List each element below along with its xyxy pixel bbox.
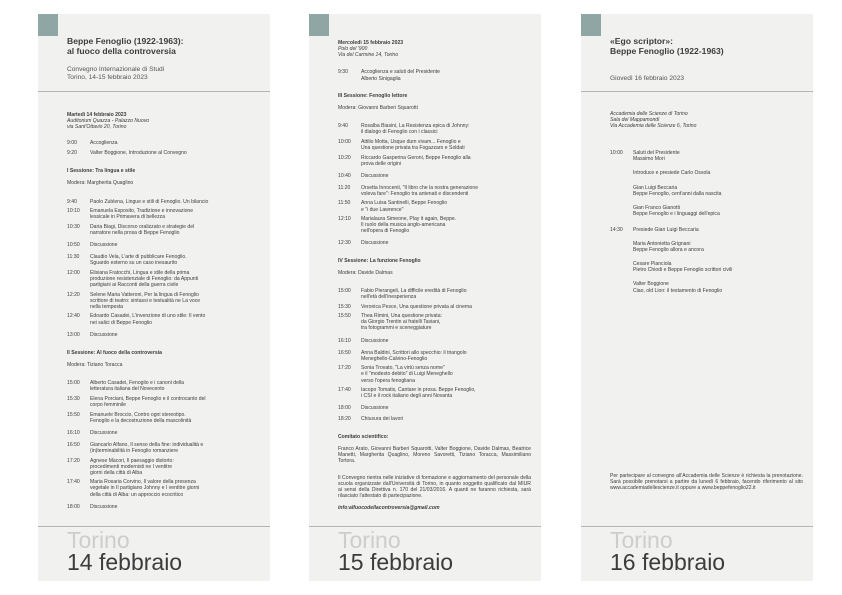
entry-time: 14:30 [610,226,623,233]
entry-time: 16:50 [67,441,80,448]
entry-time: 17:40 [67,479,80,486]
page-subtitle: Giovedì 16 febbraio 2023 [610,75,685,82]
entry-time: 16:10 [338,337,351,344]
schedule-entry [338,338,531,344]
schedule-entry [338,200,531,212]
booking-note: Per partecipare al convegno all'Accademia delle Scienze è richiesta la prenotazione. Sarà possibile prenotarsi a partire da lunedì 6 febbraio, facendo riferimento al sito www.accademiadellescienze.it oppure a www.beppefenoglio22.it [610,473,803,492]
divider [38,91,270,92]
entry-text: Elena Porciani, Beppe Fenoglio e il controcanto del corpo femminile [90,395,206,408]
entry-time: 15:30 [67,395,80,402]
entry-text: Claudio Vela, L'arte di pubblicare Fenoglio. Sguardo esterno su un caso inesaurito [90,254,187,267]
entry-time: 15:50 [67,411,80,418]
entry-text: Veronica Pesce, Una questione privata al cinema [361,303,472,310]
entry-time: 9:20 [67,150,77,157]
entry-text: Agnese Macori, Il paesaggio distorto: procedimenti modernisti ne I ventitre giorni della città di Alba [90,457,174,476]
entry-text: Giancarlo Alfano, Il senso della fine: individualità e (in)terminabilità in Fenoglio romanziere [90,441,204,454]
entry-text: Discussione [361,337,389,344]
accent-square [309,14,329,36]
schedule-entry [610,205,803,217]
talk-list [338,123,531,167]
entry-time: 10:00 [610,150,623,157]
entry-time: 15:00 [338,288,351,294]
entry-text: Emanuela Esposito, Tradizione e innovazione lessicale in Primavera di bellezza [90,208,194,221]
talk-list [67,442,260,498]
entry-text: Marialaura Simeone, Play it again, Beppe. Il ruolo della musica anglo-americana nell'opera di Fenoglio [361,216,457,235]
schedule-entry [610,261,803,273]
entry-time: 10:00 [338,138,351,145]
program-page-day-3 [581,14,813,581]
schedule-entry [67,396,260,408]
entry-text: Discussione [361,172,389,179]
schedule [67,106,260,513]
morning-list [610,150,803,217]
schedule-entry [338,216,531,234]
training-note: Il Convegno rientra nelle iniziative di formazione e aggiornamento del personale della scuola organizzate dall'Università di Torino, in quanto soggetto qualificato dal MIUR ai sensi della Direttiva n. 170 del 21/03/2016. A quanti ne faranno richiesta, sarà rilasciato l'attestato di partecipazione. [338,475,531,500]
entry-time: 12:30 [338,240,351,247]
schedule-entry [338,365,531,383]
session-title: I Sessione: Tra lingua e stile [67,168,136,175]
entry-text: Accoglienza [90,140,118,147]
entry-text: Fabio Pierangeli, La difficile eredità di Fenoglio nell'età dell'inesperienza [361,288,467,301]
entry-text: Alberto Casadei, Fenoglio e i canoni della letteratura italiana del Novecento [90,380,185,393]
entry-time: 18:00 [338,405,351,412]
entry-text: Gian Franco Gianotti Beppe Fenoglio e i linguaggi dell'epica [633,204,720,217]
discussion [338,173,531,179]
entry-text: Valter Boggione Ciao, old Lion: il testamento di Fenoglio [633,281,723,294]
entry-time: 12:40 [67,313,80,320]
entry-text: Rosalba Biasini, La Resistenza epica di Johnny: il dialogo di Fenoglio con i classici [361,123,470,136]
schedule-entry [338,304,531,310]
entry-text: Valter Boggione, Introduzione al Convegno [90,150,187,157]
footer-date [38,527,270,581]
entry-time: 12:00 [67,269,80,276]
session-title: II Sessione: Al fuoco della controversia [67,349,162,356]
entry-time: 17:40 [338,387,351,394]
discussion [338,338,531,344]
entry-text: Selene Maria Vatteroni, Per la lingua di Fenoglio scrittore di teatro: sintassi e testualità ne La voce nella tempesta [90,291,201,310]
discussion [67,332,260,338]
day-heading: Mercoledì 15 febbraio 2023 [338,40,404,47]
entry-text: Introduce e presiede Carlo Ossola [633,170,711,177]
entry-time: 15:30 [338,303,351,310]
schedule-entry [610,185,803,197]
entry-text: Discussione [90,503,118,510]
entry-text: Chiusura dei lavori [361,416,404,423]
entry-time: 13:00 [67,331,80,338]
entry-text: Maria Rosaria Corvino, Il valore della presenza vegetale in Il partigiano Johnny e I ventitre giorni della città di Alba: un approccio ecocritico [90,479,200,498]
entry-text: Anna Baldini, Scrittori allo specchio: il triangolo Meneghello-Calvino-Fenoglio [361,349,467,362]
entry-time: 9:00 [67,140,77,147]
discussion [67,430,260,436]
schedule-entry [338,313,531,331]
schedule-entry [338,185,531,197]
schedule-entry [67,199,260,205]
footer-date [309,527,541,581]
entry-time: 9:40 [338,123,348,130]
talk-list [338,350,531,400]
entry-text: Sonia Trovato, "La virtù senza nome" e il "modesto debito" di Luigi Meneghello verso l'opera fenogliana [361,365,453,384]
entry-time: 15:50 [338,313,351,320]
entry-text: Paolo Zublena, Lingue e stili di Fenoglio. Un bilancio [90,198,209,205]
city-label: Torino [67,527,130,553]
schedule-entry [67,380,260,392]
entry-time: 9:40 [67,198,77,205]
entry-text: Riccardo Gasperina Geroni, Beppe Fenoglio alla prova delle origini [361,154,471,167]
discussion [67,242,260,248]
talk-list [67,254,260,325]
committee-text: Franco Arato, Giovanni Barberi Squarotti, Valter Boggione, Davide Dalmas, Beatrice Manetti, Margherita Quaglino, Moreno Savoretti, Tiziano Toracca, Massimiliano Tortora. [338,445,531,464]
schedule-entry [338,240,531,246]
schedule-entry [338,350,531,362]
entry-text: Orsetta Innocenti, "Il libro che la nostra generazione voleva fare": Fenoglio tra antenati e discendenti [361,184,479,197]
page-title: «Ego scriptor»: Beppe Fenoglio (1922-1963) [610,36,724,56]
entry-time: 10:40 [338,172,351,179]
closing [338,416,531,422]
schedule-entry [338,387,531,399]
entry-time: 12:10 [338,216,351,223]
schedule-entry [610,150,803,162]
city-label: Torino [338,527,401,553]
schedule-entry [67,412,260,424]
program-page-day-2 [309,14,541,581]
entry-text: Edoardo Casadei, L'invenzione di uno stile: Il vento nei salici di Beppe Fenoglio [90,313,206,326]
footer-date [581,527,813,581]
entry-text: Daria Biagi, Discorso oralizzato e strategie del narratore nella prosa di Beppe Fenoglio [90,223,195,236]
schedule-entry [67,479,260,497]
talk-list [338,185,531,235]
entry-time: 11:30 [67,254,80,261]
session-title: III Sessione: Fenoglio lettore [338,92,408,99]
accent-square [581,14,601,36]
schedule-entry [610,227,803,233]
entry-time: 10:30 [67,223,80,230]
schedule-entry [338,405,531,411]
schedule-entry [67,150,260,156]
day-label: 15 febbraio [338,549,454,575]
schedule-entry [610,241,803,253]
day-label: 16 febbraio [610,549,726,575]
schedule-entry [67,270,260,288]
session-moderator: Modera: Davide Dalmas [338,269,393,276]
entry-text: Maria Antonietta Grignani Beppe Fenoglio allora e ancora [633,241,704,254]
entry-time: 10:20 [338,154,351,161]
schedule-entry [67,224,260,236]
entry-text: Accoglienza e saluti del Presidente Alberto Sinigaglia [361,69,441,82]
venue-detail: Accademia delle Scienze di Torino Sala dei Mappamondi Via Accademia delle Scienze 6, Torino [610,111,697,130]
entry-time: 17:20 [338,365,351,372]
afternoon-list [610,227,803,294]
entry-time: 11:20 [338,184,351,191]
schedule-entry [67,430,260,436]
schedule-entry [338,139,531,151]
day-heading: Martedì 14 febbraio 2023 [67,112,127,119]
program-page-day-1 [38,14,270,581]
divider [581,91,813,92]
schedule-entry [67,140,260,146]
opening-list [338,69,531,81]
entry-text: Discussione [90,331,118,338]
entry-text: Presiede Gian Luigi Beccaria [633,226,699,233]
discussion [338,240,531,246]
entry-text: Discussione [361,405,389,412]
venue-detail: Auditorium Quazza - Palazzo Nuovo via Sant'Ottavio 20, Torino [67,118,150,131]
schedule-entry [338,416,531,422]
schedule-entry [338,69,531,81]
schedule-entry [610,170,803,176]
entry-text: Thea Rimini, Una questione privata: da Giorgio Trentin ai fratelli Taviani, tra fotogrammi e sceneggiature [361,313,442,332]
city-label: Torino [610,527,673,553]
discussion [338,405,531,411]
entry-time: 18:00 [67,503,80,510]
session-moderator: Modera: Tiziano Toracca [67,362,123,368]
day-label: 14 febbraio [67,549,183,575]
entry-time: 15:00 [67,380,80,387]
talk-list [67,380,260,424]
entry-text: Cesare Pianciola Pietro Chiodi e Beppe Fenoglio scrittori civili [633,261,733,274]
discussion [67,504,260,510]
entry-time: 9:30 [338,69,348,76]
session-title: IV Sessione: La funzione Fenoglio [338,257,421,264]
schedule-entry [67,254,260,266]
page-title: Beppe Fenoglio (1922-1963): al fuoco della controversia [67,36,184,56]
schedule [338,34,531,511]
schedule-entry [338,155,531,167]
schedule-entry [610,281,803,293]
session-moderator: Modera: Giovanni Barberi Squarotti [338,104,418,111]
entry-time: 12:20 [67,291,80,298]
accent-square [38,14,58,36]
contact-email[interactable]: info:alfuocodellacontroversia@gmail.com [338,504,440,511]
entry-text: Attilio Motta, Usque dum vivam... Fenoglio e Una questione privata tra Fogazzaro e Soldati [361,138,465,151]
schedule-entry [67,313,260,325]
talk-list [67,199,260,236]
entry-text: Anna Luisa Santinelli, Beppe Fenoglio e "i due Lawrence" [361,200,448,213]
entry-text: Iacopo Tomatis, Cantare in prosa. Beppe Fenoglio, i CSI e il rock italiano degli anni Novanta [361,387,476,400]
entry-time: 11:50 [338,200,351,207]
schedule-entry [67,332,260,338]
schedule [610,111,803,302]
committee-title: Comitato scientifico: [338,433,389,440]
schedule-entry [67,442,260,454]
entry-text: Discussione [361,240,389,247]
entry-text: Discussione [90,429,118,436]
opening-list [67,140,260,156]
schedule-entry [338,123,531,135]
talk-list [338,288,531,332]
entry-text: Saluti del Presidente Massimo Mori [633,150,680,163]
schedule-entry [67,504,260,510]
entry-time: 17:20 [67,457,80,464]
entry-text: Emanuele Broccio, Contro ogni stereotipo. Fenoglio e la decostruzione della mascolinità [90,411,192,424]
session-moderator: Modera: Margherita Quaglino [67,180,134,187]
entry-time: 16:10 [67,429,80,436]
schedule-entry [67,242,260,248]
schedule-entry [67,292,260,310]
schedule-entry [338,288,531,300]
schedule-entry [338,173,531,179]
schedule-entry [67,208,260,220]
entry-text: Discussione [90,242,118,249]
venue-detail: Polo del '900 Via del Carmine 14, Torino [338,46,399,59]
entry-time: 16:50 [338,349,351,356]
entry-time: 10:10 [67,208,80,215]
entry-time: 10:50 [67,242,80,249]
entry-text: Elisiana Fratocchi, Lingua e stile della prima produzione resistenziale di Fenoglio: da Appunti partigiani ai Racconti della guerra civile [90,269,199,289]
entry-text: Gian Luigi Beccaria Beppe Fenoglio, cent'anni dalla nascita [633,184,722,197]
page-subtitle: Convegno Internazionale di Studi Torino, 14-15 febbraio 2023 [67,66,165,81]
entry-time: 18:20 [338,416,351,423]
schedule-entry [67,458,260,476]
